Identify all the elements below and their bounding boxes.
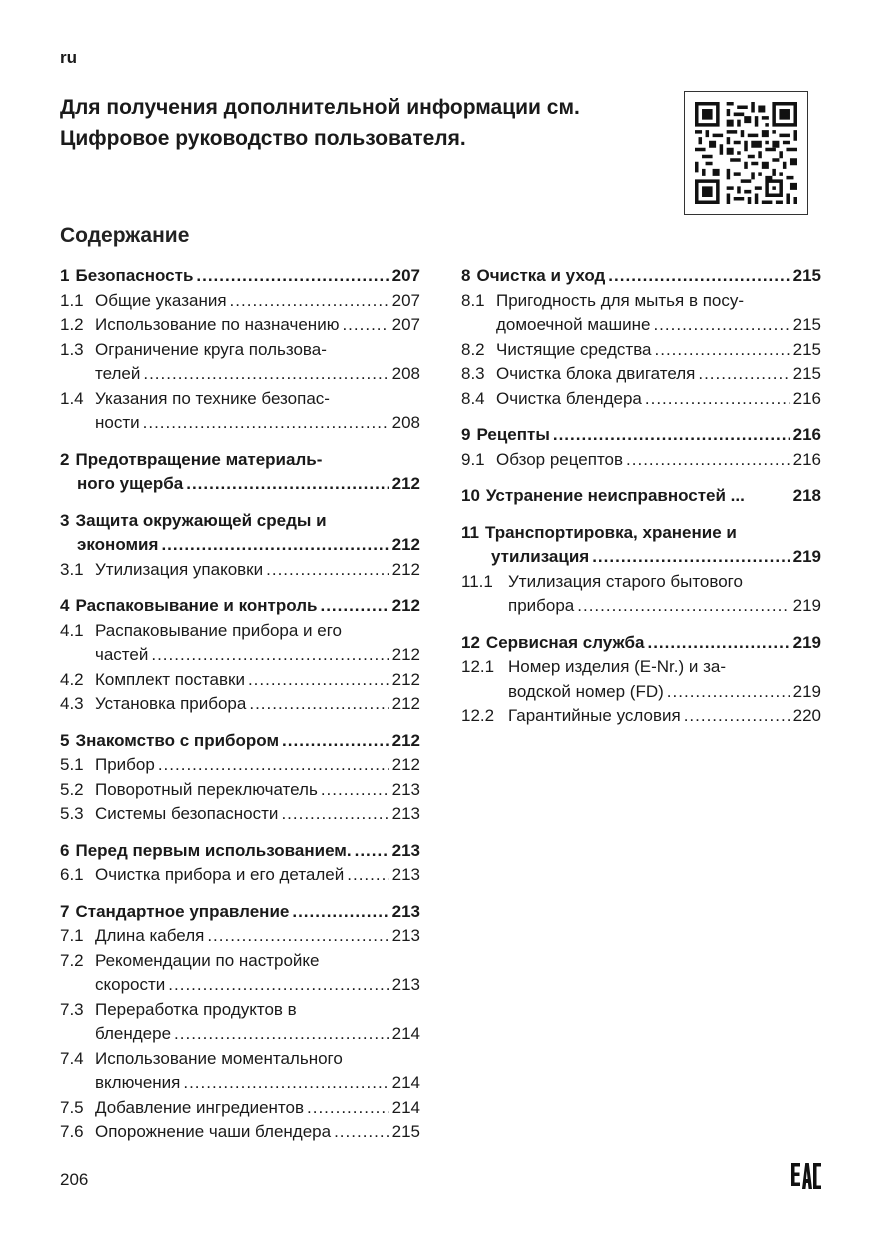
entry-number: 12 bbox=[461, 632, 480, 652]
entry-page: 214 bbox=[391, 1024, 420, 1043]
entry-number: 1 bbox=[60, 266, 70, 285]
leader-dots bbox=[647, 631, 789, 656]
entry-title: Указания по технике безопас- bbox=[95, 388, 330, 408]
entry-number: 9 bbox=[461, 425, 471, 444]
entry-number: 7.6 bbox=[60, 1122, 84, 1141]
entry-title: Комплект поставки bbox=[95, 669, 245, 689]
toc-entry-5-3[interactable] bbox=[60, 802, 420, 827]
entry-title-cont: телей bbox=[95, 364, 141, 383]
entry-title: Утилизация упаковки bbox=[95, 559, 264, 579]
toc-section-9 bbox=[461, 423, 821, 472]
toc-entry-9[interactable] bbox=[461, 423, 821, 448]
entry-page: 212 bbox=[391, 535, 420, 554]
entry-title-cont: частей bbox=[95, 645, 149, 664]
entry-page: 214 bbox=[391, 1073, 420, 1092]
entry-title: Очистка блендера bbox=[496, 388, 642, 408]
entry-number: 4.3 bbox=[60, 694, 84, 713]
entry-title-cont: экономия bbox=[77, 535, 159, 554]
toc-entry-9-1[interactable] bbox=[461, 448, 821, 473]
toc-entry-1-4[interactable] bbox=[60, 387, 420, 436]
entry-number: 8.1 bbox=[461, 290, 485, 310]
entry-page: 213 bbox=[391, 779, 420, 799]
entry-number: 11.1 bbox=[461, 571, 493, 591]
entry-title: Утилизация старого бытового bbox=[508, 571, 743, 591]
leader-dots bbox=[292, 900, 388, 925]
toc-entry-4-3[interactable] bbox=[60, 692, 420, 717]
entry-page: 213 bbox=[391, 865, 420, 884]
entry-title: Предотвращение материаль- bbox=[75, 449, 323, 469]
toc-entry-5-2[interactable] bbox=[60, 778, 420, 803]
entry-number: 4 bbox=[60, 596, 70, 615]
toc-section-1 bbox=[60, 264, 420, 436]
entry-number: 5.2 bbox=[60, 779, 84, 799]
entry-title: Защита окружающей среды и bbox=[75, 510, 327, 530]
leader-dots bbox=[249, 692, 388, 717]
toc-entry-3-1[interactable] bbox=[60, 558, 420, 583]
leader-dots bbox=[592, 545, 789, 570]
entry-page: 212 bbox=[391, 645, 420, 664]
entry-number: 6.1 bbox=[60, 865, 84, 884]
entry-title: Транспортировка, хранение и bbox=[484, 522, 737, 542]
entry-number: 8.4 bbox=[461, 388, 485, 408]
toc-section-11 bbox=[461, 521, 821, 619]
toc-entry-1[interactable] bbox=[60, 264, 420, 289]
entry-number: 10 bbox=[461, 486, 480, 505]
entry-title-cont: ного ущерба bbox=[77, 474, 184, 493]
toc-section-5 bbox=[60, 729, 420, 827]
entry-page: 212 bbox=[391, 669, 420, 689]
entry-page: 208 bbox=[391, 364, 420, 383]
leader-dots bbox=[174, 1022, 389, 1047]
entry-page: 215 bbox=[792, 339, 821, 359]
entry-page: 213 bbox=[391, 926, 420, 945]
language-code: ru bbox=[60, 48, 77, 67]
entry-page: 212 bbox=[391, 559, 420, 579]
leader-dots bbox=[143, 362, 388, 387]
entry-title: Рецепты bbox=[476, 425, 550, 444]
toc-left-column bbox=[60, 264, 420, 1157]
entry-number: 9.1 bbox=[461, 449, 485, 469]
toc-entry-8-4[interactable] bbox=[461, 387, 821, 412]
leader-dots bbox=[321, 778, 389, 803]
entry-number: 6 bbox=[60, 840, 70, 860]
toc-heading: Содержание bbox=[60, 224, 190, 247]
entry-page: 215 bbox=[391, 1122, 420, 1141]
leader-dots bbox=[168, 973, 388, 998]
leader-dots bbox=[248, 668, 389, 693]
toc-entry-8-1[interactable] bbox=[461, 289, 821, 338]
entry-number: 12.1 bbox=[461, 657, 495, 676]
leader-dots bbox=[655, 338, 790, 363]
toc-entry-1-3[interactable] bbox=[60, 338, 420, 387]
entry-page: 213 bbox=[391, 901, 420, 921]
entry-title-cont: утилизация bbox=[491, 547, 590, 566]
leader-dots bbox=[158, 753, 389, 778]
toc-entry-8[interactable] bbox=[461, 264, 821, 289]
entry-title: Стандартное управление bbox=[75, 901, 290, 921]
entry-title: Использование моментального bbox=[95, 1048, 343, 1068]
leader-dots bbox=[684, 704, 790, 729]
toc-entry-6[interactable] bbox=[60, 839, 420, 864]
toc-entry-4-1[interactable] bbox=[60, 619, 420, 668]
leader-dots bbox=[196, 264, 388, 289]
toc-section-12 bbox=[461, 631, 821, 729]
entry-title: Сервисная служба bbox=[485, 632, 645, 652]
page-number: 206 bbox=[60, 1170, 89, 1189]
leader-dots bbox=[645, 387, 790, 412]
entry-page: 212 bbox=[391, 694, 420, 713]
entry-title: Очистка блока двигателя bbox=[496, 364, 696, 383]
eac-mark-icon bbox=[790, 1160, 822, 1197]
leader-dots bbox=[151, 643, 388, 668]
entry-title: Добавление ингредиентов bbox=[95, 1097, 304, 1117]
leader-dots bbox=[230, 289, 389, 314]
entry-title: Системы безопасности bbox=[95, 804, 279, 823]
toc-entry-11-1[interactable] bbox=[461, 570, 821, 619]
entry-page: 215 bbox=[792, 266, 821, 285]
leader-dots bbox=[161, 533, 388, 558]
entry-title: Прибор bbox=[95, 755, 155, 774]
entry-title-cont: включения bbox=[95, 1073, 181, 1092]
leader-dots bbox=[307, 1096, 389, 1121]
toc-entry-12[interactable] bbox=[461, 631, 821, 656]
leader-dots bbox=[281, 802, 388, 827]
entry-number: 1.1 bbox=[60, 290, 84, 310]
qr-code-graphic bbox=[695, 102, 797, 204]
entry-number: 4.1 bbox=[60, 620, 84, 640]
toc-entry-1-2[interactable] bbox=[60, 313, 420, 338]
toc-entry-5[interactable] bbox=[60, 729, 420, 754]
leader-dots bbox=[698, 362, 789, 387]
entry-title-cont: ности bbox=[95, 413, 140, 432]
entry-number: 5 bbox=[60, 730, 70, 750]
leader-dots bbox=[186, 472, 388, 497]
entry-page: 207 bbox=[391, 315, 420, 334]
entry-page: 212 bbox=[391, 474, 420, 493]
entry-page: 213 bbox=[391, 840, 420, 860]
leader-dots bbox=[266, 558, 389, 583]
entry-title: Перед первым использованием. bbox=[75, 840, 352, 860]
leader-dots bbox=[334, 1120, 389, 1145]
toc-entry-7-5[interactable] bbox=[60, 1096, 420, 1121]
toc-entry-7-2[interactable] bbox=[60, 949, 420, 998]
leader-dots bbox=[608, 264, 789, 289]
entry-number: 1.2 bbox=[60, 315, 84, 334]
entry-title: Использование по назначению bbox=[95, 315, 340, 334]
entry-title: Номер изделия (E-Nr.) и за- bbox=[508, 657, 727, 676]
entry-page: 219 bbox=[792, 547, 821, 566]
entry-page: 216 bbox=[792, 388, 821, 408]
entry-number: 8.2 bbox=[461, 339, 485, 359]
entry-title: Распаковывание прибора и его bbox=[95, 620, 343, 640]
leader-dots bbox=[282, 729, 389, 754]
toc-entry-8-3[interactable] bbox=[461, 362, 821, 387]
entry-page: 207 bbox=[391, 266, 420, 285]
entry-title: Знакомство с прибором bbox=[75, 730, 280, 750]
toc-entry-4-2[interactable] bbox=[60, 668, 420, 693]
entry-number: 7.2 bbox=[60, 950, 84, 970]
entry-number: 5.1 bbox=[60, 755, 84, 774]
toc-entry-7-4[interactable] bbox=[60, 1047, 420, 1096]
leader-dots bbox=[577, 594, 789, 619]
toc-entry-10[interactable] bbox=[461, 484, 821, 509]
entry-number: 3 bbox=[60, 510, 70, 530]
entry-page: 215 bbox=[792, 364, 821, 383]
entry-number: 2 bbox=[60, 449, 70, 469]
entry-page: 212 bbox=[391, 596, 420, 615]
entry-title: Пригодность для мытья в посу- bbox=[496, 290, 745, 310]
entry-page: 213 bbox=[391, 804, 420, 823]
entry-title-cont: водской номер (FD) bbox=[508, 681, 664, 701]
leader-dots bbox=[355, 839, 389, 864]
toc-right-column bbox=[461, 264, 821, 741]
leader-dots bbox=[626, 448, 790, 473]
entry-number: 7.3 bbox=[60, 999, 84, 1019]
toc-entry-8-2[interactable] bbox=[461, 338, 821, 363]
toc-section-3 bbox=[60, 509, 420, 583]
entry-page: 208 bbox=[391, 413, 420, 432]
leader-dots bbox=[143, 411, 389, 436]
title-line-2: Цифровое руководство пользователя. bbox=[60, 127, 466, 150]
toc-entry-4[interactable] bbox=[60, 594, 420, 619]
entry-page: 216 bbox=[792, 449, 821, 469]
entry-title: Длина кабеля bbox=[95, 926, 205, 945]
entry-title: Очистка и уход bbox=[476, 266, 606, 285]
leader-dots bbox=[653, 313, 789, 338]
toc-entry-7-6[interactable] bbox=[60, 1120, 420, 1145]
toc-entry-3[interactable] bbox=[60, 509, 420, 558]
entry-number: 3.1 bbox=[60, 559, 84, 579]
entry-title: Опорожнение чаши блендера bbox=[95, 1122, 332, 1141]
toc-entry-1-1[interactable] bbox=[60, 289, 420, 314]
entry-title: Распаковывание и контроль bbox=[75, 596, 318, 615]
entry-number: 4.2 bbox=[60, 669, 84, 689]
entry-number: 8.3 bbox=[461, 364, 485, 383]
toc-entry-12-1[interactable] bbox=[461, 655, 821, 704]
entry-title-cont: домоечной машине bbox=[496, 315, 651, 334]
entry-page: 213 bbox=[391, 975, 420, 994]
leader-dots bbox=[347, 863, 388, 888]
toc-section-4 bbox=[60, 594, 420, 717]
page-title bbox=[60, 92, 580, 154]
entry-page: 216 bbox=[792, 425, 821, 444]
entry-page: 219 bbox=[792, 596, 821, 615]
toc-section-8 bbox=[461, 264, 821, 411]
entry-title: Гарантийные условия bbox=[508, 706, 681, 725]
toc-entry-12-2[interactable] bbox=[461, 704, 821, 729]
toc-section-7 bbox=[60, 900, 420, 1145]
leader-dots bbox=[320, 594, 388, 619]
entry-page: 215 bbox=[792, 315, 821, 334]
entry-page: 214 bbox=[391, 1097, 420, 1117]
entry-page: 207 bbox=[391, 290, 420, 310]
entry-title: Очистка прибора и его деталей bbox=[95, 865, 345, 884]
entry-number: 7.5 bbox=[60, 1097, 84, 1117]
entry-number: 11 bbox=[461, 522, 479, 542]
title-line-1: Для получения дополнительной информации см. bbox=[60, 96, 580, 119]
toc-entry-2[interactable] bbox=[60, 448, 420, 497]
leader-dots bbox=[207, 924, 388, 949]
entry-title: Ограничение круга пользова- bbox=[95, 339, 327, 359]
entry-title: Переработка продуктов в bbox=[95, 999, 297, 1019]
entry-page: 218 bbox=[792, 486, 821, 505]
entry-number: 12.2 bbox=[461, 706, 495, 725]
entry-title: Безопасность bbox=[75, 266, 194, 285]
entry-title: Устранение неисправностей ... bbox=[485, 486, 745, 505]
entry-title: Установка прибора bbox=[95, 694, 247, 713]
entry-page: 219 bbox=[792, 681, 821, 701]
entry-number: 5.3 bbox=[60, 804, 84, 823]
toc-entry-5-1[interactable] bbox=[60, 753, 420, 778]
qr-code-icon[interactable] bbox=[684, 91, 808, 215]
leader-dots bbox=[553, 423, 790, 448]
leader-dots bbox=[183, 1071, 388, 1096]
entry-title: Чистящие средства bbox=[496, 339, 652, 359]
leader-dots bbox=[667, 680, 790, 705]
toc-entry-7-1[interactable] bbox=[60, 924, 420, 949]
entry-number: 1.4 bbox=[60, 388, 84, 408]
entry-number: 1.3 bbox=[60, 339, 84, 359]
entry-title: Общие указания bbox=[95, 290, 227, 310]
toc-entry-6-1[interactable] bbox=[60, 863, 420, 888]
entry-number: 7 bbox=[60, 901, 70, 921]
entry-title: Поворотный переключатель bbox=[95, 779, 318, 799]
eac-logo-graphic bbox=[790, 1160, 822, 1192]
entry-title: Рекомендации по настройке bbox=[95, 950, 320, 970]
entry-number: 7.1 bbox=[60, 926, 84, 945]
toc-entry-7-3[interactable] bbox=[60, 998, 420, 1047]
entry-title: Обзор рецептов bbox=[496, 449, 624, 469]
entry-title-cont: прибора bbox=[508, 596, 575, 615]
entry-title-cont: скорости bbox=[95, 975, 166, 994]
toc-section-6 bbox=[60, 839, 420, 888]
entry-number: 8 bbox=[461, 266, 471, 285]
entry-page: 212 bbox=[391, 730, 420, 750]
toc-entry-11[interactable] bbox=[461, 521, 821, 570]
toc-entry-7[interactable] bbox=[60, 900, 420, 925]
entry-title-cont: блендере bbox=[95, 1024, 172, 1043]
toc-section-10 bbox=[461, 484, 821, 509]
entry-number: 7.4 bbox=[60, 1048, 84, 1068]
leader-dots bbox=[342, 313, 388, 338]
entry-page: 220 bbox=[792, 706, 821, 725]
entry-page: 212 bbox=[391, 755, 420, 774]
entry-page: 219 bbox=[792, 632, 821, 652]
